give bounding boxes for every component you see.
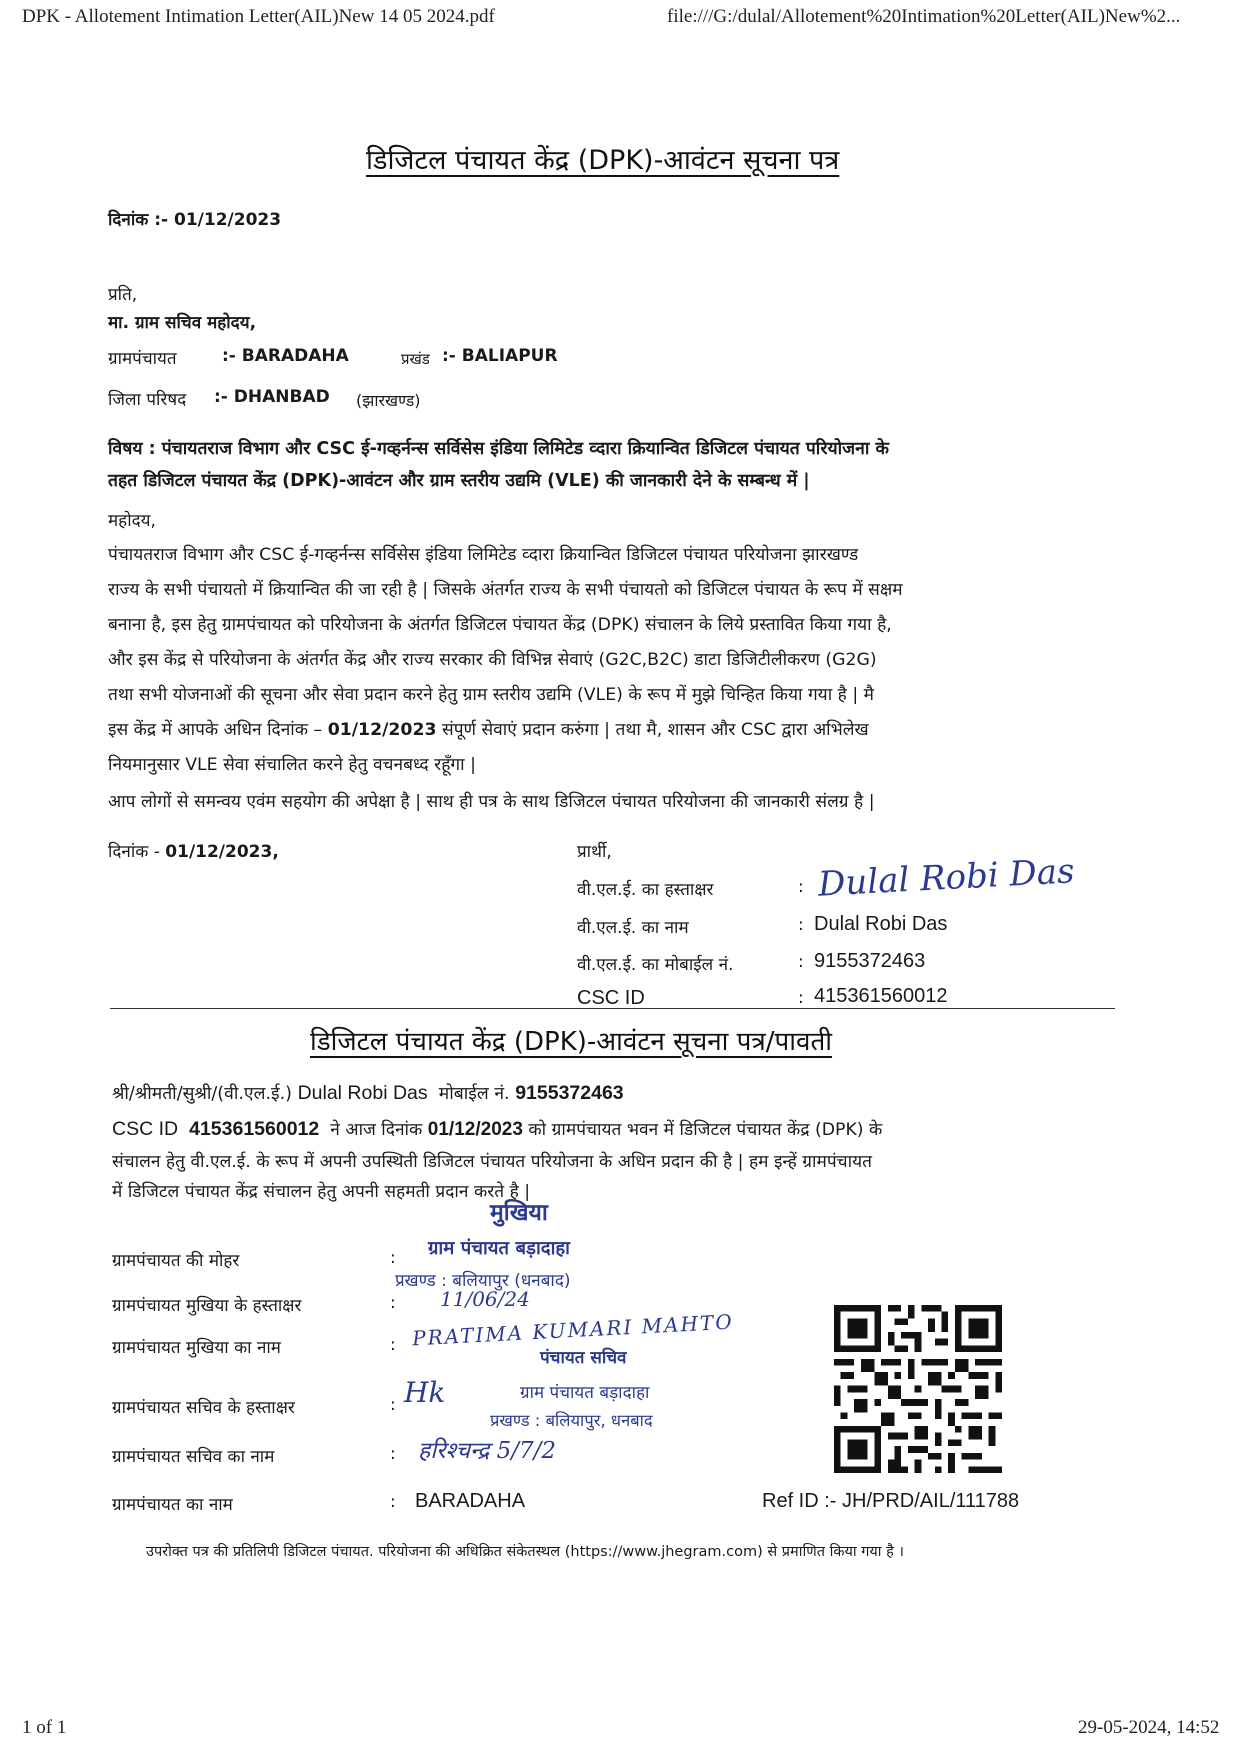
block-label: प्रखंड	[401, 350, 430, 368]
receipt-vle-name: Dulal Robi Das	[297, 1082, 428, 1104]
ref-id: Ref ID :- JH/PRD/AIL/111788	[762, 1490, 1020, 1512]
receipt-csc-label: CSC ID	[112, 1118, 179, 1140]
body-text: इस केंद्र में आपके अधिन दिनांक –	[108, 720, 328, 740]
body-line	[108, 718, 869, 741]
gp-name-label: ग्रामपंचायत का नाम	[112, 1495, 233, 1515]
verification-note: उपरोक्त पत्र की प्रतिलिपी डिजिटल पंचायत. परियोजना की अधिक्रित संकेतस्थल (https://www.jhegram.com) से प्रमाणित किया गया है ।	[146, 1544, 904, 1560]
body-text: संपूर्ण सेवाएं प्रदान करुंगा | तथा मै, शासन और CSC द्वारा अभिलेख	[436, 720, 869, 740]
subject-line-2: तहत डिजिटल पंचायत केंद्र (DPK)-आवंटन और ग्राम स्तरीय उद्यमि (VLE) की जानकारी देने के सम्बन्ध में |	[108, 471, 810, 491]
colon: :	[798, 915, 804, 935]
mukhiya-stamp-gp: ग्राम पंचायत बड़ादाहा	[428, 1238, 570, 1259]
mukhiya-handwritten-name: PRATIMA KUMARI MAHTO	[411, 1309, 735, 1351]
district-state: (झारखण्ड)	[356, 391, 421, 410]
gp-value: :- BARADAHA	[222, 346, 349, 366]
vle-name-label: वी.एल.ई. का नाम	[577, 918, 689, 938]
print-timestamp: 29-05-2024, 14:52	[1078, 1717, 1220, 1738]
colon: :	[798, 952, 804, 972]
pdf-document-title: DPK - Allotement Intimation Letter(AIL)New 14 05 2024.pdf	[22, 6, 495, 27]
body-line: बनाना है, इस हेतु ग्रामपंचायत को परियोजना के अंतर्गत डिजिटल पंचायत केंद्र (DPK) संचालन के लिये प्रस्तावित किया गया है,	[108, 615, 892, 635]
receipt-line-3: संचालन हेतु वी.एल.ई. के रूप में अपनी उपस्थिती डिजिटल पंचायत परियोजना के अधिन प्रदान की है | हम इन्हें ग्रामपंचायत	[112, 1152, 872, 1172]
mukhiya-stamp-title: मुखिया	[490, 1200, 548, 1226]
letter-to: प्रति,	[108, 285, 138, 305]
receipt-prefix: श्री/श्रीमती/सुश्री/(वी.एल.ई.)	[112, 1084, 292, 1104]
receipt-text: को ग्रामपंचायत भवन में डिजिटल पंचायत केंद्र (DPK) के	[528, 1120, 883, 1140]
sachiv-name-label: ग्रामपंचायत सचिव का नाम	[112, 1447, 275, 1467]
colon: :	[390, 1248, 396, 1268]
gp-label: ग्रामपंचायत	[108, 349, 177, 369]
body-line: पंचायतराज विभाग और CSC ई-गव्हर्नन्स सर्विसेस इंडिया लिमिटेड व्दारा क्रियान्वित डिजिटल पंचायत परियोजना झारखण्ड	[108, 545, 859, 565]
qr-code	[834, 1305, 1002, 1473]
sachiv-stamp-gp: ग्राम पंचायत बड़ादाहा	[520, 1383, 650, 1403]
mukhiya-sign-label: ग्रामपंचायत मुखिया के हस्ताक्षर	[112, 1296, 302, 1316]
sachiv-stamp-block: प्रखण्ड : बलियापुर, धनबाद	[490, 1411, 653, 1430]
sachiv-sign-label: ग्रामपंचायत सचिव के हस्ताक्षर	[112, 1398, 295, 1418]
receipt-mobile-label: मोबाईल नं.	[438, 1084, 510, 1104]
mukhiya-name-label: ग्रामपंचायत मुखिया का नाम	[112, 1338, 281, 1358]
mukhiya-sign-date: 11/06/24	[440, 1287, 530, 1311]
district-value: :- DHANBAD	[214, 387, 330, 407]
colon: :	[798, 877, 804, 897]
gp-name: BARADAHA	[415, 1490, 526, 1512]
service-start-date: 01/12/2023	[327, 720, 437, 740]
sachiv-handwritten-name: हरिश्चन्द्र 5/7/2	[418, 1438, 556, 1464]
district-label: जिला परिषद	[108, 390, 187, 410]
receipt-title: डिजिटल पंचायत केंद्र (DPK)-आवंटन सूचना पत्र/पावती	[310, 1027, 833, 1057]
colon: :	[390, 1444, 396, 1464]
csc-id-label: CSC ID	[577, 987, 645, 1009]
sign-date-label: दिनांक -	[108, 842, 166, 862]
letter-title: डिजिटल पंचायत केंद्र (DPK)-आवंटन सूचना पत्र	[366, 145, 840, 176]
receipt-mobile: 9155372463	[515, 1082, 624, 1104]
sign-date-value: 01/12/2023,	[165, 842, 279, 862]
receipt-line-1	[112, 1081, 624, 1105]
vle-sign-label: वी.एल.ई. का हस्ताक्षर	[577, 880, 714, 900]
colon: :	[390, 1395, 396, 1415]
receipt-date: 01/12/2023	[427, 1119, 523, 1140]
seal-label: ग्रामपंचायत की मोहर	[112, 1251, 240, 1271]
page-count: 1 of 1	[22, 1717, 67, 1738]
body-line: आप लोगों से समन्वय एवंम सहयोग की अपेक्षा है | साथ ही पत्र के साथ डिजिटल पंचायत परियोजना की जानकारी संलग्र है |	[108, 792, 875, 812]
vle-mobile: 9155372463	[814, 950, 926, 972]
vle-mobile-label: वी.एल.ई. का मोबाईल नं.	[577, 955, 734, 975]
colon: :	[390, 1335, 396, 1355]
sachiv-stamp-title: पंचायत सचिव	[540, 1348, 627, 1368]
mukhiya-stamp-block: प्रखण्ड : बलियापुर (धनबाद)	[395, 1271, 571, 1291]
receipt-text: ने आज दिनांक	[330, 1120, 423, 1140]
colon: :	[390, 1293, 396, 1313]
csc-id: 415361560012	[814, 985, 948, 1007]
receipt-line-2	[112, 1118, 882, 1141]
block-value: :- BALIAPUR	[442, 346, 558, 366]
body-line: राज्य के सभी पंचायतो में क्रियान्वित की जा रही है | जिसके अंतर्गत राज्य के सभी पंचायतो को डिजिटल पंचायत के रूप में सक्षम	[108, 580, 903, 600]
salutation: महोदय,	[108, 511, 156, 531]
vle-signature: Dulal Robi Das	[817, 851, 1076, 905]
letter-date: दिनांक :- 01/12/2023	[108, 210, 282, 230]
colon: :	[390, 1492, 396, 1512]
section-divider	[110, 1008, 1115, 1009]
pdf-file-url: file:///G:/dulal/Allotement%20Intimation%20Letter(AIL)New%2...	[667, 6, 1181, 27]
subject-line-1: विषय : पंचायतराज विभाग और CSC ई-गव्हर्नन्स सर्विसेस इंडिया लिमिटेड व्दारा क्रियान्वित डिजिटल पंचायत परियोजना के	[108, 439, 889, 459]
receipt-csc-id: 415361560012	[189, 1118, 320, 1140]
body-line: तथा सभी योजनाओं की सूचना और सेवा प्रदान करने हेतु ग्राम स्तरीय उद्यमि (VLE) के रूप में मुझे चिन्हित किया गया है | मै	[108, 685, 874, 705]
vle-name: Dulal Robi Das	[814, 913, 948, 935]
letter-addressee: मा. ग्राम सचिव महोदय,	[108, 313, 257, 333]
body-line: नियमानुसार VLE सेवा संचालित करने हेतु वचनबध्द रहूँगा |	[108, 755, 476, 775]
colon: :	[798, 988, 804, 1008]
applicant-label: प्रार्थी,	[577, 842, 612, 862]
body-line: और इस केंद्र से परियोजना के अंतर्गत केंद्र और राज्य सरकार की विभिन्न सेवाएं (G2C,B2C) डाटा डिजिटीलीकरण (G2G)	[108, 650, 877, 670]
receipt-line-4: में डिजिटल पंचायत केंद्र संचालन हेतु अपनी सहमती प्रदान करते है |	[112, 1182, 531, 1202]
sign-date	[108, 839, 279, 862]
sachiv-signature: Hk	[404, 1376, 446, 1409]
